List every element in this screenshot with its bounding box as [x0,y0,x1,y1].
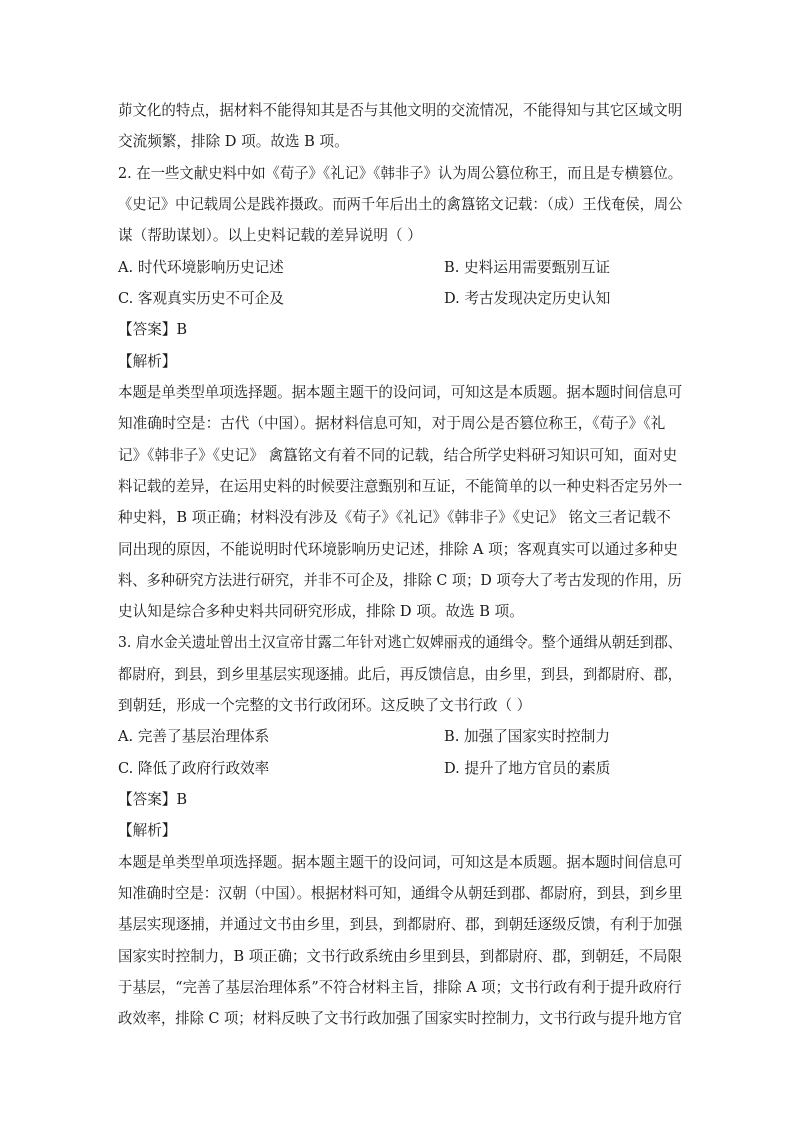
q3-stem-line: 都尉府，到县，到乡里基层实现逐捕。此后，再反馈信息，由乡里，到县，到都尉府、郡， [118,666,682,683]
q2-analysis-line: 种史料，B 项正确；材料没有涉及《荀子》《礼记》《韩非子》《史记》 铭文三者记载不 [118,509,671,526]
q2-analysis-line: 料、多种研究方法进行研究，并非不可企及，排除 C 项；D 项夸大了考古发现的作用，历 [118,572,682,589]
q3-option-b: B. 加强了国家实时控制力 [444,728,610,745]
q3-option-a: A. 完善了基层治理体系 [118,728,270,745]
q3-analysis-line: 于基层，“完善了基层治理体系”不符合材料主旨，排除 A 项；文书行政有利于提升政府行 [118,979,682,996]
q3-answer: 【答案】B [118,791,188,808]
q2-stem-line: 2. 在一些文献史料中如《荀子》《礼记》《韩非子》认为周公篡位称王，而且是专横篡位。 [118,165,683,182]
q3-analysis-label: 【解析】 [118,822,177,839]
q3-option-c: C. 降低了政府行政效率 [118,760,270,777]
q2-analysis-line: 同出现的原因，不能说明时代环境影响历史记述，排除 A 项；客观真实可以通过多种史 [118,541,678,558]
q2-option-c: C. 客观真实历史不可企及 [118,290,284,307]
q3-analysis-line: 知准确时空是：汉朝（中国）。根据材料可知，通缉令从朝廷到郡、都尉府，到县，到乡里 [118,885,683,902]
q2-analysis-line: 记》《韩非子》《史记》 禽簋铭文有着不同的记载，结合所学史料研习知识可知，面对史 [118,447,678,464]
q2-analysis-line: 料记载的差异，在运用史料的时候要注意甄别和互证，不能简单的以一种史料否定另外一 [118,478,683,495]
q3-analysis-line: 国家实时控制力，B 项正确；文书行政系统由乡里到县，到都尉府、郡，到朝廷，不局限 [118,948,682,965]
intro-line: 交流频繁，排除 D 项。故选 B 项。 [118,133,349,150]
q2-analysis-label: 【解析】 [118,353,177,370]
q2-stem-line: 《史记》中记载周公是践祚摄政。而两千年后出土的禽簋铭文记载：（成）王伐奄侯，周公 [118,196,683,213]
q2-option-d: D. 考古发现决定历史认知 [444,290,611,307]
q3-analysis-line: 基层实现逐捕，并通过文书由乡里，到县，到都尉府、郡，到朝廷逐级反馈，有利于加强 [118,916,683,933]
q2-answer: 【答案】B [118,321,188,338]
q3-option-d: D. 提升了地方官员的素质 [444,760,611,777]
q2-analysis-line: 知准确时空是：古代（中国）。据材料信息可知，对于周公是否篡位称王，《荀子》《礼 [118,415,666,432]
q2-option-a: A. 时代环境影响历史记述 [118,259,284,276]
q3-stem-line: 3. 肩水金关遗址曾出土汉宣帝甘露二年针对逃亡奴婢丽戎的通缉令。整个通缉从朝廷到郡、 [118,634,682,651]
q2-option-b: B. 史料运用需要甄别互证 [444,259,610,276]
q3-analysis-line: 政效率，排除 C 项；材料反映了文书行政加强了国家实时控制力，文书行政与提升地方官 [118,1010,683,1027]
q2-analysis-line: 本题是单类型单项选择题。据本题主题干的设问词，可知这是本质题。据本题时间信息可 [118,384,683,401]
q3-analysis-line: 本题是单类型单项选择题。据本题主题干的设问词，可知这是本质题。据本题时间信息可 [118,854,683,871]
q3-stem-line: 到朝廷，形成一个完整的文书行政闭环。这反映了文书行政（ ） [118,697,532,714]
intro-line: 茆文化的特点，据材料不能得知其是否与其他文明的交流情况，不能得知与其它区域文明 [118,102,683,119]
q2-analysis-line: 史认知是综合多种史料共同研究形成，排除 D 项。故选 B 项。 [118,603,524,620]
q2-stem-line: 谋（帮助谋划）。以上史料记载的差异说明（ ） [118,227,422,244]
